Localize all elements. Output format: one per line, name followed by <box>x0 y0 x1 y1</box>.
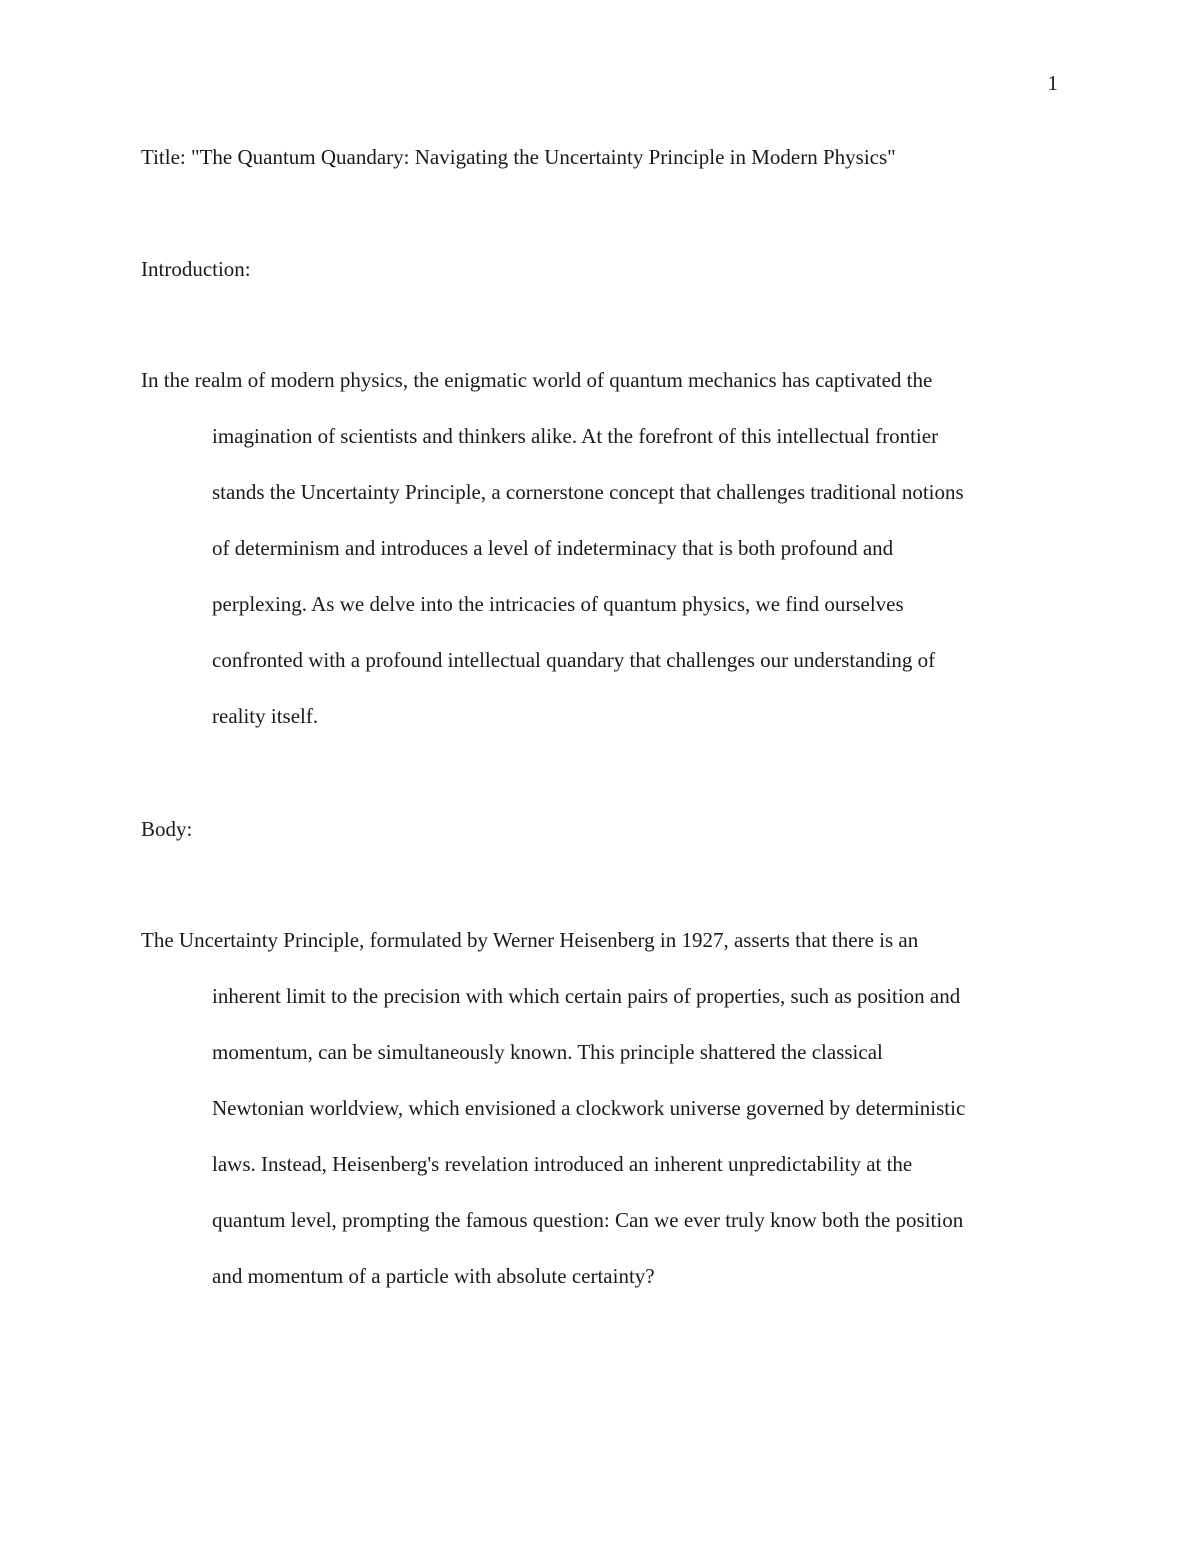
paragraph-line: In the realm of modern physics, the enigmatic world of quantum mechanics has captivated the <box>141 368 933 392</box>
body-paragraph <box>141 912 1061 1304</box>
paragraph-line: laws. Instead, Heisenberg's revelation introduced an inherent unpredictability at the <box>212 1152 913 1176</box>
paragraph-line: reality itself. <box>212 704 319 728</box>
paragraph-line: momentum, can be simultaneously known. This principle shattered the classical <box>212 1040 883 1064</box>
paragraph-line: Newtonian worldview, which envisioned a clockwork universe governed by deterministic <box>212 1096 966 1120</box>
page-number: 1 <box>1047 71 1058 95</box>
document-title: Title: "The Quantum Quandary: Navigating the Uncertainty Principle in Modern Physics" <box>141 145 896 169</box>
paragraph-line: The Uncertainty Principle, formulated by Werner Heisenberg in 1927, asserts that there is an <box>141 928 919 952</box>
paragraph-line: quantum level, prompting the famous question: Can we ever truly know both the position <box>212 1208 964 1232</box>
introduction-paragraph <box>141 352 1061 744</box>
paragraph-line: confronted with a profound intellectual quandary that challenges our understanding of <box>212 648 936 672</box>
paragraph-line: perplexing. As we delve into the intricacies of quantum physics, we find ourselves <box>212 592 904 616</box>
introduction-heading: Introduction: <box>141 257 251 281</box>
paragraph-line: imagination of scientists and thinkers alike. At the forefront of this intellectual frontier <box>212 424 939 448</box>
paragraph-line: stands the Uncertainty Principle, a cornerstone concept that challenges traditional notions <box>212 480 964 504</box>
paragraph-line: of determinism and introduces a level of indeterminacy that is both profound and <box>212 536 894 560</box>
paragraph-line: inherent limit to the precision with which certain pairs of properties, such as position and <box>212 984 961 1008</box>
body-heading: Body: <box>141 817 193 841</box>
paragraph-line: and momentum of a particle with absolute certainty? <box>212 1264 655 1288</box>
